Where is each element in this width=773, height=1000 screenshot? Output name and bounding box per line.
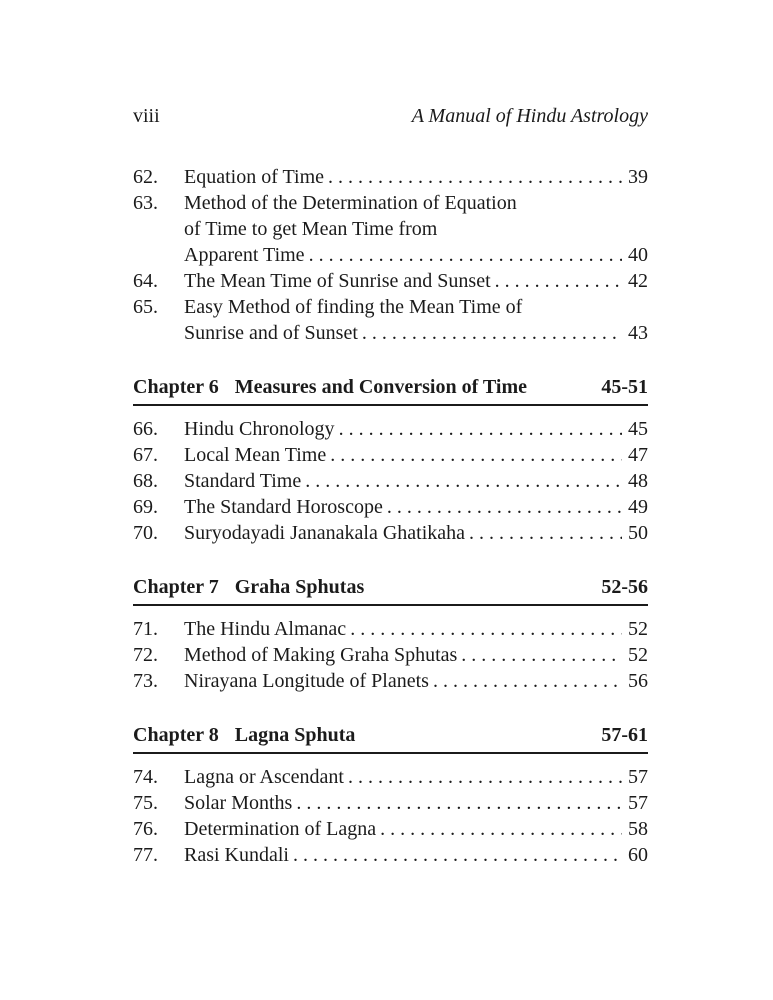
entry-number: 64. (133, 270, 158, 292)
entry-title: Local Mean Time (184, 444, 327, 466)
page-header (133, 103, 648, 129)
entry-number: 66. (133, 418, 158, 440)
entry-title: Hindu Chronology (184, 418, 335, 440)
entry-title: of Time to get Mean Time from (184, 218, 438, 240)
entry-number: 63. (133, 192, 158, 214)
entry-title: Easy Method of finding the Mean Time of (184, 296, 523, 318)
entry-number: 70. (133, 522, 158, 544)
chapter-title: Lagna Sphuta (234, 724, 356, 746)
entry-page-number: 43 (628, 322, 648, 344)
toc-entry-row (133, 268, 648, 294)
dot-leader (305, 468, 622, 494)
dot-leader (387, 494, 622, 520)
entry-number: 72. (133, 644, 158, 666)
chapter-label: Chapter 7 (133, 576, 219, 598)
entry-title: The Standard Horoscope (184, 496, 383, 518)
dot-leader (293, 842, 622, 868)
chapter-page-range: 52-56 (601, 576, 648, 598)
toc-section (133, 164, 648, 346)
entry-number: 74. (133, 766, 158, 788)
entry-title: Nirayana Longitude of Planets (184, 670, 429, 692)
entry-title: Sunrise and of Sunset (184, 322, 358, 344)
entry-number: 76. (133, 818, 158, 840)
table-of-contents (133, 164, 648, 868)
entry-title: Equation of Time (184, 166, 325, 188)
dot-leader (433, 668, 622, 694)
entry-title: Lagna or Ascendant (184, 766, 344, 788)
dot-leader (461, 642, 622, 668)
toc-entry-row (133, 190, 648, 216)
entry-title: The Hindu Almanac (184, 618, 347, 640)
chapter-title: Measures and Conversion of Time (234, 376, 527, 398)
entry-title: Solar Months (184, 792, 293, 814)
entry-number: 65. (133, 296, 158, 318)
entry-number: 71. (133, 618, 158, 640)
toc-entry-row (133, 764, 648, 790)
chapter-page-range: 45-51 (601, 376, 648, 398)
toc-entry-row (133, 520, 648, 546)
dot-leader (362, 320, 622, 346)
entry-title: The Mean Time of Sunrise and Sunset (184, 270, 491, 292)
dot-leader (348, 764, 622, 790)
toc-entry-row (133, 468, 648, 494)
running-title: A Manual of Hindu Astrology (411, 105, 648, 127)
entry-title: Determination of Lagna (184, 818, 377, 840)
chapter-heading (133, 574, 648, 606)
toc-entry-row (133, 216, 648, 242)
toc-entry-row (133, 242, 648, 268)
entry-page-number: 57 (628, 792, 648, 814)
entry-page-number: 42 (628, 270, 648, 292)
entry-number: 67. (133, 444, 158, 466)
dot-leader (328, 164, 622, 190)
entry-number: 62. (133, 166, 158, 188)
entry-page-number: 47 (628, 444, 648, 466)
toc-entry-row (133, 790, 648, 816)
entry-title: Suryodayadi Jananakala Ghatikaha (184, 522, 466, 544)
chapter-label: Chapter 6 (133, 376, 219, 398)
entry-title: Apparent Time (184, 244, 305, 266)
entry-page-number: 60 (628, 844, 648, 866)
dot-leader (330, 442, 622, 468)
toc-entry-row (133, 668, 648, 694)
toc-entry-row (133, 164, 648, 190)
entry-number: 77. (133, 844, 158, 866)
toc-entry-row (133, 320, 648, 346)
dot-leader (469, 520, 622, 546)
toc-section (133, 722, 648, 868)
entry-page-number: 56 (628, 670, 648, 692)
toc-entry-row (133, 616, 648, 642)
toc-entry-row (133, 816, 648, 842)
toc-entry-row (133, 442, 648, 468)
entry-number: 75. (133, 792, 158, 814)
page-content (133, 103, 648, 868)
chapter-heading (133, 374, 648, 406)
toc-entry-row (133, 494, 648, 520)
dot-leader (296, 790, 622, 816)
dot-leader (350, 616, 622, 642)
folio-number: viii (133, 105, 160, 127)
entry-page-number: 50 (628, 522, 648, 544)
chapter-label: Chapter 8 (133, 724, 219, 746)
entry-page-number: 39 (628, 166, 648, 188)
entry-number: 68. (133, 470, 158, 492)
toc-entry-row (133, 642, 648, 668)
entry-title: Standard Time (184, 470, 302, 492)
entry-number: 73. (133, 670, 158, 692)
entry-page-number: 58 (628, 818, 648, 840)
entry-title: Method of the Determination of Equation (184, 192, 517, 214)
chapter-heading (133, 722, 648, 754)
toc-entry-row (133, 294, 648, 320)
dot-leader (380, 816, 622, 842)
entry-page-number: 45 (628, 418, 648, 440)
entry-title: Method of Making Graha Sphutas (184, 644, 458, 666)
entry-page-number: 40 (628, 244, 648, 266)
toc-entry-row (133, 842, 648, 868)
dot-leader (339, 416, 622, 442)
toc-entry-row (133, 416, 648, 442)
entry-page-number: 57 (628, 766, 648, 788)
dot-leader (309, 242, 622, 268)
toc-section (133, 374, 648, 546)
entry-page-number: 48 (628, 470, 648, 492)
entry-page-number: 52 (628, 644, 648, 666)
chapter-title: Graha Sphutas (234, 576, 365, 598)
chapter-page-range: 57-61 (601, 724, 648, 746)
entry-page-number: 49 (628, 496, 648, 518)
entry-number: 69. (133, 496, 158, 518)
toc-section (133, 574, 648, 694)
entry-page-number: 52 (628, 618, 648, 640)
entry-title: Rasi Kundali (184, 844, 289, 866)
dot-leader (495, 268, 622, 294)
